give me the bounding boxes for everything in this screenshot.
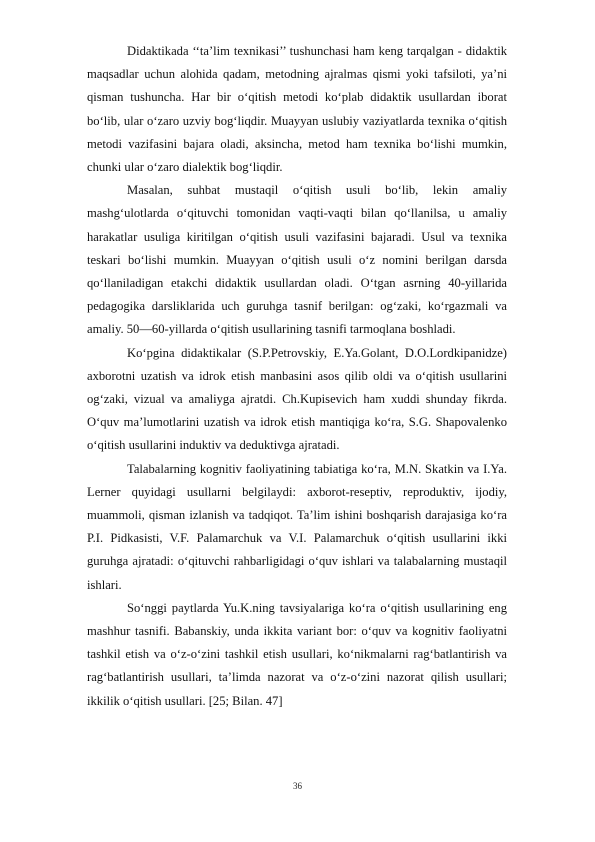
paragraph-suhbat-usuli: Masalan, suhbat mustaqil o‘qitish usuli bo‘lib, lekin amaliy mashg‘ulotlarda o‘qituvchi tomonidan vaqti-vaqti bilan qo‘llanilsa, u amaliy harakatlar usuliga kiritilgan o‘qitish usuli vazifasini bajaradi. Usul va texnika teskari bo‘lishi mumkin. Muayyan o‘qitish usuli o‘z nomini berilgan darsda qo‘llaniladigan etakchi didaktik usullardan oladi. O‘tgan asrning 40-yillarida pedagogika darsliklarida uch guruhga tasnif berilgan: og‘zaki, ko‘rgazmali va amaliy. 50—60-yillarda o‘qitish usullarining tasnifi tarmoqlana boshladi. <box>87 183 507 337</box>
paragraph-babanskiy-tasnifi: So‘nggi paytlarda Yu.K.ning tavsiyalariga ko‘ra o‘qitish usullarining eng mashhur tasnifi. Babanskiy, unda ikkita variant bor: o‘quv va kognitiv faoliyatni tashkil etish va o‘z-o‘zini tashkil etish usullari, ko‘nikmalarni rag‘batlantirish va rag‘batlantirish usullari, ta’limda nazorat va o‘z-o‘zini nazorat qilish usullari; ikkilik o‘qitish usullari. [25; Bilan. 47] <box>87 600 507 708</box>
paragraph-kognitiv-faoliyat: Talabalarning kognitiv faoliyatining tabiatiga ko‘ra, M.N. Skatkin va I.Ya. Lerner quyidagi usullarni belgilaydi: axborot-reseptiv, reproduktiv, ijodiy, muammoli, qisman izlanish va tadqiqot. Ta’lim ishini boshqarish darajasiga ko‘ra P.I. Pidkasisti, V.F. Palamarchuk va V.I. Palamarchuk o‘qitish usullarini ikki guruhga ajratadi: o‘qituvchi rahbarligidagi o‘quv ishlari va talabalarning mustaqil ishlari. <box>87 461 507 592</box>
page-number: 36 <box>293 781 302 791</box>
paragraph-ta-lim-texnikasi: Didaktikada ‘‘ta’lim texnikasi’’ tushunchasi ham keng tarqalgan - didaktik maqsadlar uchun alohida qadam, metodning ajralmas qismi yoki tafsiloti, ya’ni qisman tushuncha. Har bir o‘qitish metodi ko‘plab didaktik usullardan iborat bo‘lib, ular o‘zaro uzviy bog‘liqdir. Muayyan uslubiy vaziyatlarda texnika o‘qitish metodi vazifasini bajara oladi, aksincha, metod ham texnika bo‘lishi mumkin, chunki ular o‘zaro dialektik bog‘liqdir. <box>87 44 507 175</box>
document-body <box>87 40 507 713</box>
paragraph-didaktikalar-tasnifi: Ko‘pgina didaktikalar (S.P.Petrovskiy, E.Ya.Golant, D.O.Lordkipanidze) axborotni uzatish va idrok etish manbasini asos qilib oldi va o‘qitish usullarini og‘zaki, vizual va amaliyga ajratdi. Ch.Kupisevich ham xuddi shunday fikrda. O‘quv ma’lumotlarini uzatish va idrok etish mantiqiga ko‘ra, S.G. Shapovalenko o‘qitish usullarini induktiv va deduktivga ajratadi. <box>87 345 507 453</box>
